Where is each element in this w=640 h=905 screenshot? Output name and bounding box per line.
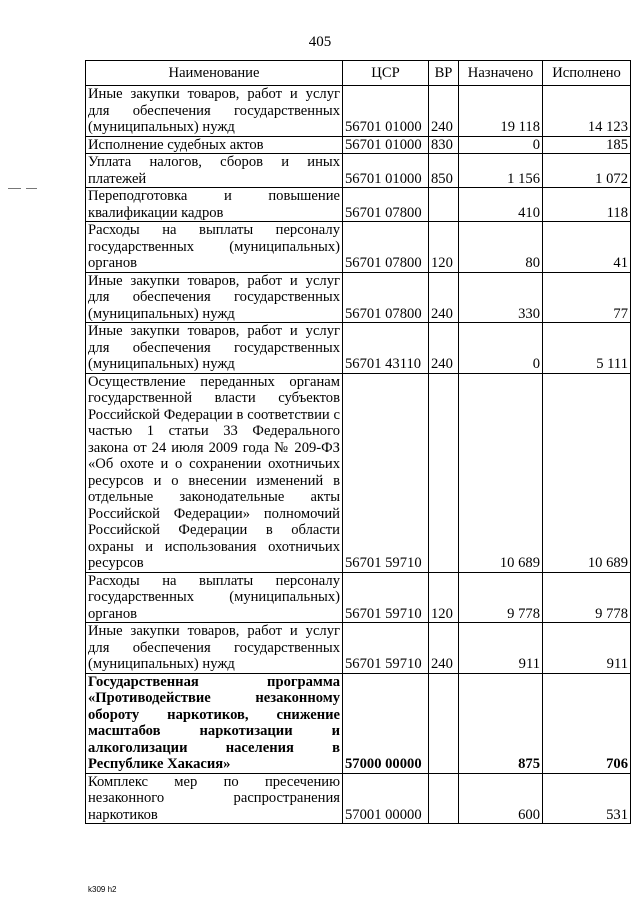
- row-planned: 0: [459, 136, 543, 154]
- table-row: [86, 623, 631, 674]
- row-executed: 531: [543, 773, 631, 824]
- footer-mark: k309 h2: [88, 885, 117, 894]
- row-executed: 9 778: [543, 572, 631, 623]
- row-name: Комплекс мер по пресечению незаконного распространения наркотиков: [86, 773, 343, 824]
- row-csr: 56701 01000: [343, 86, 429, 137]
- row-csr: 57001 00000: [343, 773, 429, 824]
- row-csr: 56701 59710: [343, 373, 429, 572]
- row-planned: 19 118: [459, 86, 543, 137]
- row-name: Расходы на выплаты персоналу государственных (муниципальных) органов: [86, 222, 343, 273]
- table-row: [86, 572, 631, 623]
- row-vr: 120: [429, 222, 459, 273]
- table-row: [86, 773, 631, 824]
- header-csr: ЦСР: [343, 61, 429, 86]
- row-planned: 330: [459, 272, 543, 323]
- row-executed: 911: [543, 623, 631, 674]
- row-vr: 240: [429, 623, 459, 674]
- row-csr: 56701 07800: [343, 188, 429, 222]
- table-row: [86, 188, 631, 222]
- table-row: [86, 673, 631, 773]
- header-row: [86, 61, 631, 86]
- row-name: Расходы на выплаты персоналу государственных (муниципальных) органов: [86, 572, 343, 623]
- row-planned: 600: [459, 773, 543, 824]
- row-vr: 830: [429, 136, 459, 154]
- table-row: [86, 323, 631, 374]
- row-name: Иные закупки товаров, работ и услуг для обеспечения государственных (муниципальных) нужд: [86, 272, 343, 323]
- header-name: Наименование: [86, 61, 343, 86]
- row-csr: 56701 01000: [343, 154, 429, 188]
- row-planned: 9 778: [459, 572, 543, 623]
- row-executed: 118: [543, 188, 631, 222]
- row-executed: 14 123: [543, 86, 631, 137]
- row-planned: 911: [459, 623, 543, 674]
- row-vr: [429, 373, 459, 572]
- row-executed: 77: [543, 272, 631, 323]
- row-name: Иные закупки товаров, работ и услуг для обеспечения государственных (муниципальных) нужд: [86, 623, 343, 674]
- row-name: Иные закупки товаров, работ и услуг для обеспечения государственных (муниципальных) нужд: [86, 86, 343, 137]
- row-name: Осуществление переданных органам государственной власти субъектов Российской Федерации в соответствии с частью 1 статьи 33 Федерального закона от 24 июля 2009 года № 209-ФЗ «Об охоте и о сохранении охотничьих ресурсов и о внесении изменений в отдельные законодательные акты Российской Федерации» полномочий Российской Федерации в области охраны и использования охотничьих ресурсов: [86, 373, 343, 572]
- table-row: [86, 154, 631, 188]
- row-csr: 56701 07800: [343, 222, 429, 273]
- row-csr: 56701 01000: [343, 136, 429, 154]
- row-vr: [429, 188, 459, 222]
- budget-table: [85, 60, 631, 824]
- row-csr: 56701 07800: [343, 272, 429, 323]
- row-vr: 240: [429, 86, 459, 137]
- row-csr: 56701 59710: [343, 623, 429, 674]
- row-executed: 706: [543, 673, 631, 773]
- table-row: [86, 136, 631, 154]
- margin-mark: [26, 188, 37, 189]
- row-csr: 56701 59710: [343, 572, 429, 623]
- row-executed: 5 111: [543, 323, 631, 374]
- row-name: Исполнение судебных актов: [86, 136, 343, 154]
- row-name: Иные закупки товаров, работ и услуг для обеспечения государственных (муниципальных) нужд: [86, 323, 343, 374]
- row-name: Переподготовка и повышение квалификации кадров: [86, 188, 343, 222]
- row-vr: [429, 673, 459, 773]
- row-planned: 10 689: [459, 373, 543, 572]
- row-vr: 240: [429, 323, 459, 374]
- row-planned: 80: [459, 222, 543, 273]
- table-row: [86, 373, 631, 572]
- row-name: Уплата налогов, сборов и иных платежей: [86, 154, 343, 188]
- margin-mark: [8, 188, 21, 189]
- row-executed: 41: [543, 222, 631, 273]
- page-number: 405: [308, 34, 332, 50]
- header-vr: ВР: [429, 61, 459, 86]
- table-row: [86, 222, 631, 273]
- row-csr: 57000 00000: [343, 673, 429, 773]
- header-planned: Назначено: [459, 61, 543, 86]
- row-planned: 875: [459, 673, 543, 773]
- row-vr: 120: [429, 572, 459, 623]
- row-name: Государственная программа «Противодействие незаконному обороту наркотиков, снижение масштабов наркотизации и алкоголизации населения в Республике Хакасия»: [86, 673, 343, 773]
- table-row: [86, 272, 631, 323]
- row-vr: 240: [429, 272, 459, 323]
- header-executed: Исполнено: [543, 61, 631, 86]
- row-csr: 56701 43110: [343, 323, 429, 374]
- row-executed: 1 072: [543, 154, 631, 188]
- row-vr: [429, 773, 459, 824]
- row-planned: 0: [459, 323, 543, 374]
- table-row: [86, 86, 631, 137]
- row-executed: 185: [543, 136, 631, 154]
- row-planned: 1 156: [459, 154, 543, 188]
- row-vr: 850: [429, 154, 459, 188]
- row-executed: 10 689: [543, 373, 631, 572]
- row-planned: 410: [459, 188, 543, 222]
